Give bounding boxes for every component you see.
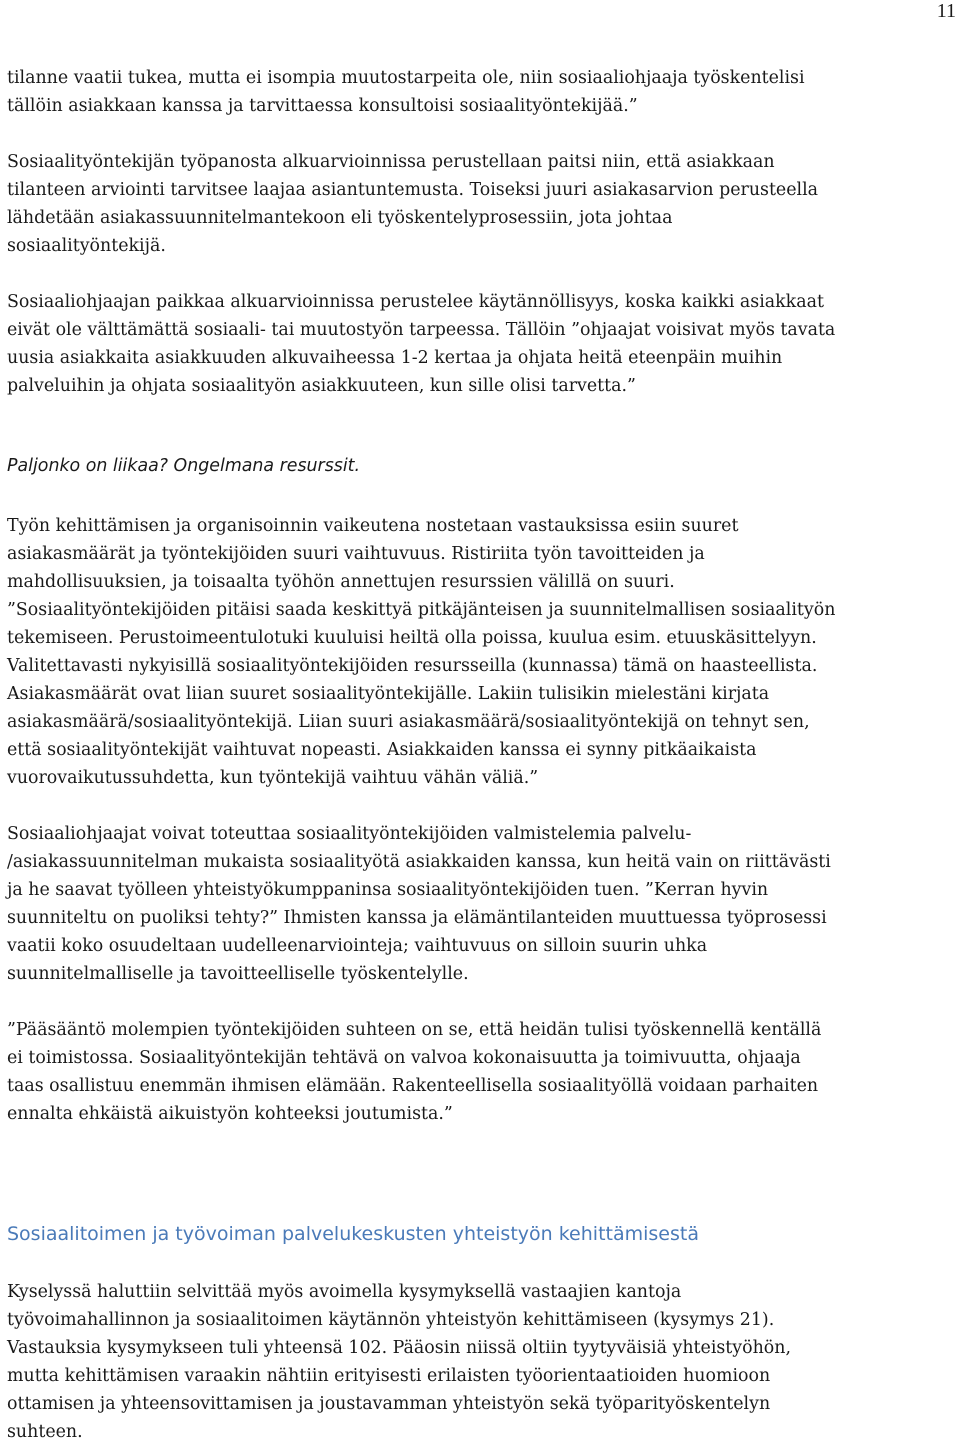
text-line: tilanne vaatii tukea, mutta ei isompia muutostarpeita ole, niin sosiaaliohjaaja työskentelisi (7, 68, 805, 88)
text-line: asiakasmäärät ja työntekijöiden suuri vaihtuvuus. Ristiriita työn tavoitteiden ja (7, 544, 705, 564)
text-line: mutta kehittämisen varaakin nähtiin erityisesti erilaisten työorientaatioiden huomioon (7, 1366, 771, 1386)
paragraph-5 (7, 820, 957, 988)
text-line: taas osallistuu enemmän ihmisen elämään. Rakenteellisella sosiaalityöllä voidaan parhaiten (7, 1076, 819, 1096)
paragraph-1 (7, 64, 957, 120)
text-line: Sosiaalityöntekijän työpanosta alkuarvioinnissa perustellaan paitsi niin, että asiakkaan (7, 152, 775, 172)
text-line: Asiakasmäärät ovat liian suuret sosiaalityöntekijälle. Lakiin tulisikin mielestäni kirjata (7, 684, 770, 704)
text-line: työvoimahallinnon ja sosiaalitoimen käytännön yhteistyön kehittämiseen (kysymys 21). (7, 1310, 775, 1330)
text-line: vuorovaikutussuhdetta, kun työntekijä vaihtuu vähän väliä.” (7, 768, 539, 788)
text-line: Vastauksia kysymykseen tuli yhteensä 102. Pääosin niissä oltiin tyytyväisiä yhteistyöhön, (7, 1338, 791, 1358)
text-line: ennalta ehkäistä aikuistyön kohteeksi joutumista.” (7, 1104, 453, 1124)
document-body (7, 64, 957, 1446)
text-line: suunnitelmalliselle ja tavoitteelliselle työskentelylle. (7, 964, 469, 984)
section-heading: Sosiaalitoimen ja työvoiman palvelukeskusten yhteistyön kehittämisestä (7, 1223, 699, 1245)
text-line: sosiaalityöntekijä. (7, 236, 166, 256)
text-line: Sosiaaliohjaajan paikkaa alkuarvioinnissa perustelee käytännöllisyys, koska kaikki asiakkaat (7, 292, 824, 312)
text-line: suunniteltu on puoliksi tehty?” Ihmisten kanssa ja elämäntilanteiden muuttuessa työprosessi (7, 908, 827, 928)
text-line: tekemiseen. Perustoimeentulotuki kuuluisi heiltä olla poissa, kuulua esim. etuuskäsittelyyn. (7, 628, 817, 648)
text-line: ei toimistossa. Sosiaalityöntekijän tehtävä on valvoa kokonaisuutta ja toimivuutta, ohjaaja (7, 1048, 801, 1068)
text-line: /asiakassuunnitelman mukaista sosiaalityötä asiakkaiden kanssa, kun heitä vain on riittävästi (7, 852, 831, 872)
paragraph-7 (7, 1278, 957, 1446)
text-line: Työn kehittämisen ja organisoinnin vaikeutena nostetaan vastauksissa esiin suuret (7, 516, 739, 536)
text-line: Sosiaaliohjaajat voivat toteuttaa sosiaalityöntekijöiden valmistelemia palvelu- (7, 824, 692, 844)
text-line: asiakasmäärä/sosiaalityöntekijä. Liian suuri asiakasmäärä/sosiaalityöntekijä on tehnyt sen, (7, 712, 810, 732)
text-line: ”Sosiaalityöntekijöiden pitäisi saada keskittyä pitkäjänteisen ja suunnitelmallisen sosiaalityön (7, 600, 836, 620)
text-line: ”Pääsääntö molempien työntekijöiden suhteen on se, että heidän tulisi työskennellä kentällä (7, 1020, 822, 1040)
text-line: lähdetään asiakassuunnitelmantekoon eli työskentelyprosessiin, jota johtaa (7, 208, 673, 228)
page-number: 11 (936, 0, 956, 22)
paragraph-4 (7, 512, 957, 792)
text-line: tilanteen arviointi tarvitsee laajaa asiantuntemusta. Toiseksi juuri asiakasarvion perusteella (7, 180, 819, 200)
paragraph-3 (7, 288, 957, 400)
text-line: suhteen. (7, 1422, 83, 1442)
paragraph-2 (7, 148, 957, 260)
text-line: vaatii koko osuudeltaan uudelleenarviointeja; vaihtuvuus on silloin suurin uhka (7, 936, 708, 956)
text-line: uusia asiakkaita asiakkuuden alkuvaiheessa 1-2 kertaa ja ohjata heitä eteenpäin muihin (7, 348, 783, 368)
text-line: ottamisen ja yhteensovittamisen ja joustavamman yhteistyön sekä työparityöskentelyn (7, 1394, 771, 1414)
text-line: eivät ole välttämättä sosiaali- tai muutostyön tarpeessa. Tällöin ”ohjaajat voisivat myös tavata (7, 320, 836, 340)
text-line: palveluihin ja ohjata sosiaalityön asiakkuuteen, kun sille olisi tarvetta.” (7, 376, 636, 396)
text-line: ja he saavat työlleen yhteistyökumppaninsa sosiaalityöntekijöiden tuen. ”Kerran hyvin (7, 880, 769, 900)
text-line: mahdollisuuksien, ja toisaalta työhön annettujen resurssien välillä on suuri. (7, 572, 675, 592)
text-line: Kyselyssä haluttiin selvittää myös avoimella kysymyksellä vastaajien kantoja (7, 1282, 682, 1302)
text-line: tällöin asiakkaan kanssa ja tarvittaessa konsultoisi sosiaalityöntekijää.” (7, 96, 638, 116)
text-line: Valitettavasti nykyisillä sosiaalityöntekijöiden resursseilla (kunnassa) tämä on haasteellista. (7, 656, 818, 676)
text-line: että sosiaalityöntekijät vaihtuvat nopeasti. Asiakkaiden kanssa ei synny pitkäaikaista (7, 740, 757, 760)
paragraph-6 (7, 1016, 957, 1128)
subheading: Paljonko on liikaa? Ongelmana resurssit. (7, 456, 361, 476)
